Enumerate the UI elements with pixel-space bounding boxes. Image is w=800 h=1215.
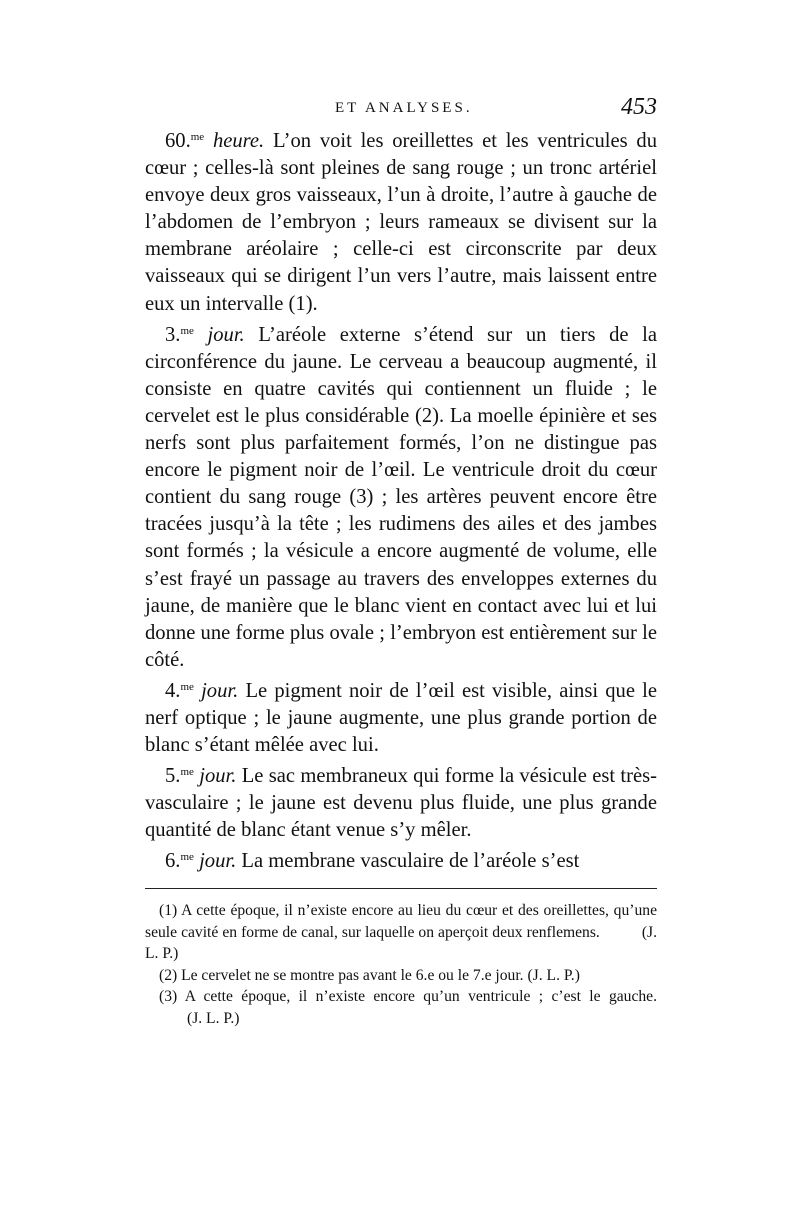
footnote-2 xyxy=(145,965,657,987)
footnote-attribution: (J. L. P.) xyxy=(145,923,657,962)
entry-suffix: me xyxy=(180,680,194,693)
footnote-text: Le cervelet ne se montre pas avant le 6.e ou le 7.e jour. xyxy=(177,966,524,984)
entry-number: 6. xyxy=(165,850,181,873)
entry-60-heure xyxy=(145,124,657,318)
entry-number: 4. xyxy=(165,679,181,702)
footnote-marker: (3) xyxy=(159,988,178,1005)
entry-text: Le pigment noir de l’œil est visible, ainsi que le nerf optique ; le jaune augmente, une plus grande portion de blanc s’étant mêlée avec lui. xyxy=(145,679,657,757)
footnote-attribution: (J. L. P.) xyxy=(187,1009,240,1027)
entry-unit: heure. xyxy=(212,130,265,152)
footnote-attribution: (J. L. P.) xyxy=(527,966,580,984)
entry-text: La membrane vasculaire de l’aréole s’est xyxy=(236,850,580,873)
footnote-text: A cette époque, il n’existe encore qu’un ventricule ; c’est le gauche. xyxy=(177,988,657,1005)
footnote-1 xyxy=(145,900,657,965)
entry-number: 5. xyxy=(165,765,181,788)
running-title: ET ANALYSES. xyxy=(335,100,473,116)
entry-suffix: me xyxy=(180,324,194,337)
entry-unit: jour. xyxy=(207,323,245,346)
main-text xyxy=(145,124,657,876)
entry-suffix: me xyxy=(180,766,194,779)
page-number: 453 xyxy=(621,94,657,120)
footnote-text: A cette époque, il n’existe encore au lieu du cœur et des oreillettes, qu’une seule cavité en forme de canal, sur laquelle on aperçoit deux renflemens. xyxy=(145,902,657,941)
entry-6-jour xyxy=(145,844,657,875)
footnote-3 xyxy=(145,986,657,1029)
entry-3-jour xyxy=(145,318,657,674)
entry-unit: jour. xyxy=(201,679,239,702)
entry-unit: jour. xyxy=(199,850,237,873)
footnote-divider xyxy=(145,888,657,889)
entry-text: L’aréole externe s’étend sur un tiers de la circonférence du jaune. Le cerveau a beaucoup augmenté, il consiste en quatre cavités qui contiennent un fluide ; le cervelet est le plus considérable (2). La moelle épinière et ses nerfs sont plus parfaitement formés, l’on ne distingue pas encore le pigment noir de l’œil. Le ventricule droit du cœur contient du sang rouge (3) ; les artères peuvent encore être tracées jusqu’à la tête ; les rudimens des ailes et des jambes sont formés ; la vésicule a encore augmenté de volume, elle s’est frayé un passage au travers des enveloppes externes du jaune, de manière que le blanc vient en contact avec lui et lui donne une forme plus ovale ; l’embryon est entièrement sur le côté. xyxy=(145,323,657,671)
footnotes xyxy=(145,900,657,1029)
entry-5-jour xyxy=(145,759,657,844)
footnote-marker: (1) xyxy=(159,902,178,919)
entry-text: L’on voit les oreillettes et les ventricules du cœur ; celles-là sont pleines de sang rouge ; un tronc artériel envoye deux gros vaisseaux, l’un à droite, l’autre à gauche de l’abdomen de l’embryon ; leurs rameaux se divisent sur la membrane aréolaire ; celle-ci est circonscrite par deux vaisseaux qui se dirigent l’un vers l’autre, mais laissent entre eux un intervalle (1). xyxy=(145,130,657,315)
entry-number: 3. xyxy=(165,323,181,346)
entry-number: 60. xyxy=(165,130,191,152)
entry-suffix: me xyxy=(180,851,194,864)
entry-unit: jour. xyxy=(199,765,237,788)
page-header xyxy=(145,94,657,124)
footnote-marker: (2) xyxy=(159,966,178,984)
entry-suffix: me xyxy=(190,131,205,143)
entry-text: Le sac membraneux qui forme la vésicule est très-vasculaire ; le jaune est devenu plus fluide, une plus grande quantité de blanc étant venue s’y mêler. xyxy=(145,765,657,842)
entry-4-jour xyxy=(145,674,657,759)
